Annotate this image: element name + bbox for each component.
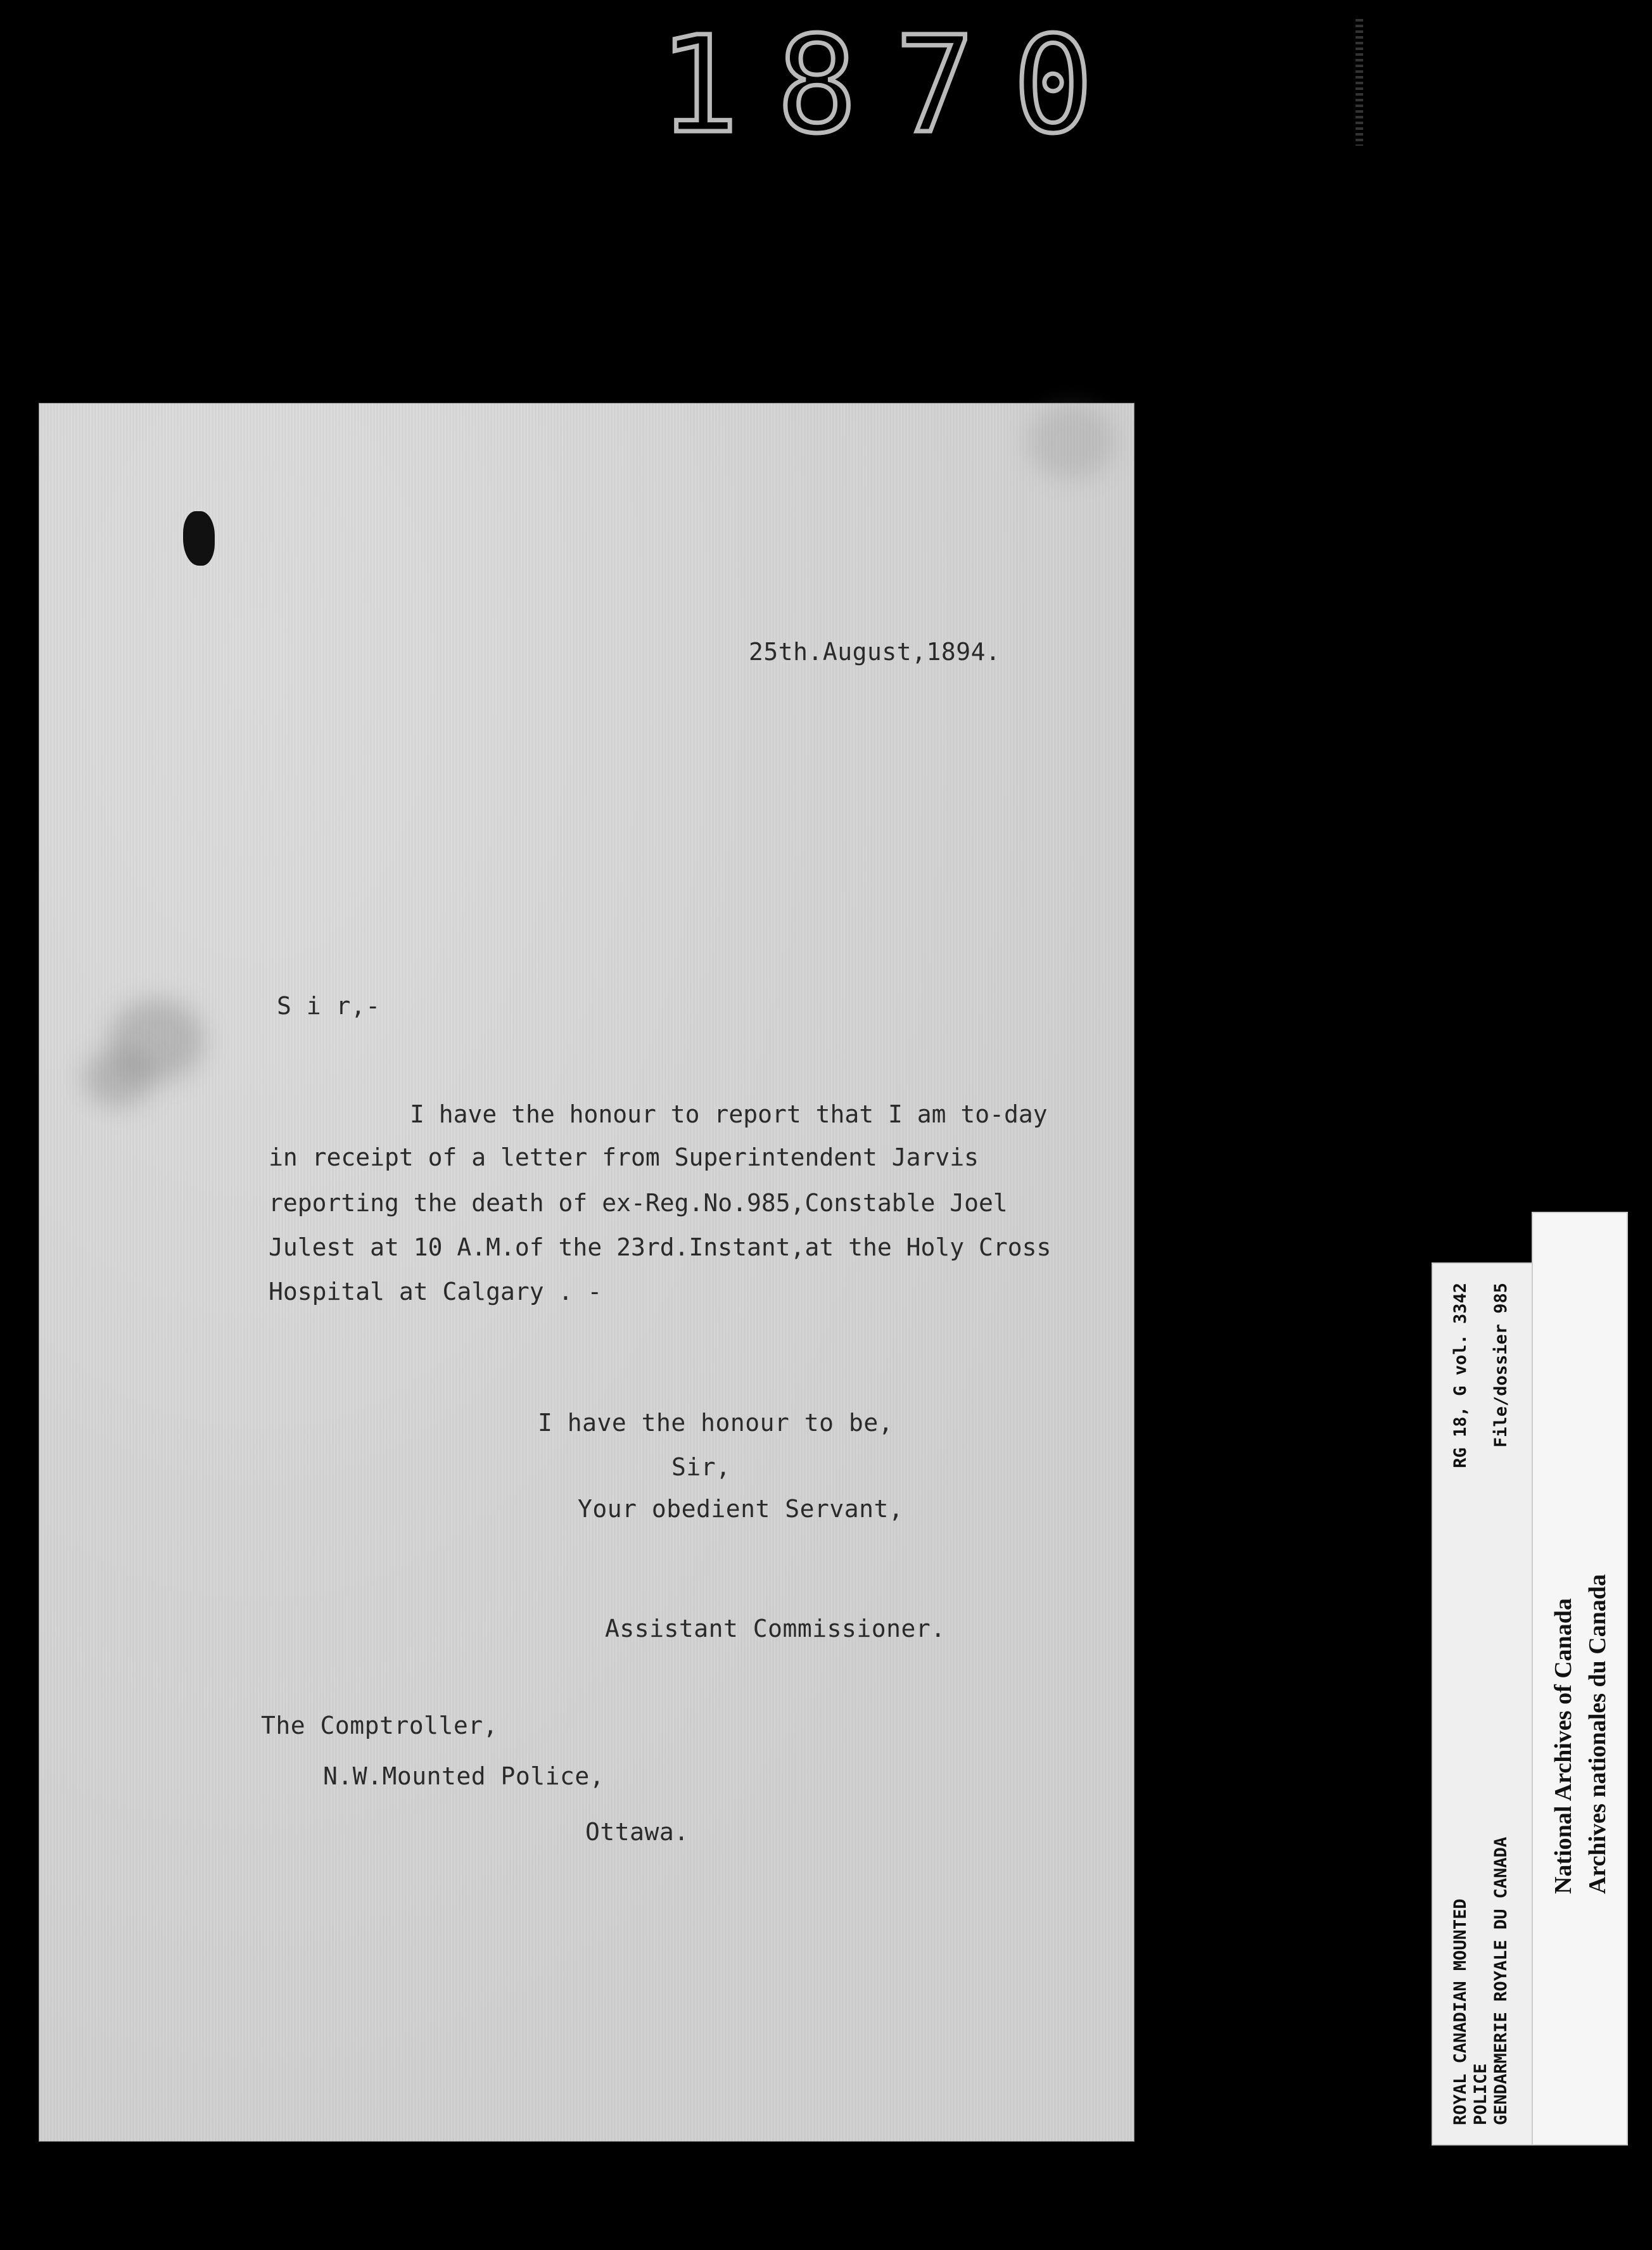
archives-stamp-english: National Archives of Canada [1550,1598,1577,1894]
letter-body-line: in receipt of a letter from Superintendent Jarvis [269,1143,979,1171]
archive-reference-label [1432,1262,1537,2145]
archives-stamp-french: Archives nationales du Canada [1584,1573,1611,1894]
closing-line-3: Your obedient Servant, [578,1495,904,1523]
letter-body-line: reporting the death of ex-Reg.No.985,Constable Joel [269,1189,1008,1217]
letter-body-line: Hospital at Calgary . - [269,1278,602,1306]
corner-smudge [1027,404,1116,480]
label-line-3: GENDARMERIE ROYALE DU CANADA [1491,1836,1511,2125]
closing-line-2: Sir, [671,1453,731,1481]
label-line-2: POLICE [1471,2063,1490,2125]
letter-date: 25th.August,1894. [749,638,1001,666]
label-line-1: ROYAL CANADIAN MOUNTED [1451,1898,1470,2125]
signature-title: Assistant Commissioner. [605,1615,946,1643]
label-volume: RG 18, G vol. 3342 [1451,1283,1470,1468]
letter-body-line: Julest at 10 A.M.of the 23rd.Instant,at the Holy Cross [269,1233,1052,1261]
archives-stamp [1532,1212,1628,2145]
letter-salutation: S i r,- [277,992,381,1020]
letter-body-line: I have the honour to report that I am to-day [410,1100,1048,1128]
film-edge-marks [1356,19,1363,146]
label-file: File/dossier 985 [1491,1283,1511,1448]
ink-blot [183,511,215,566]
letter-page [39,404,1134,2141]
address-line-1: The Comptroller, [261,1712,499,1739]
address-line-3: Ottawa. [585,1818,689,1846]
address-line-2: N.W.Mounted Police, [323,1762,605,1790]
fingerprint-smudge [84,1050,153,1107]
closing-line-1: I have the honour to be, [538,1409,894,1437]
frame-number: 1870 [659,8,1131,163]
